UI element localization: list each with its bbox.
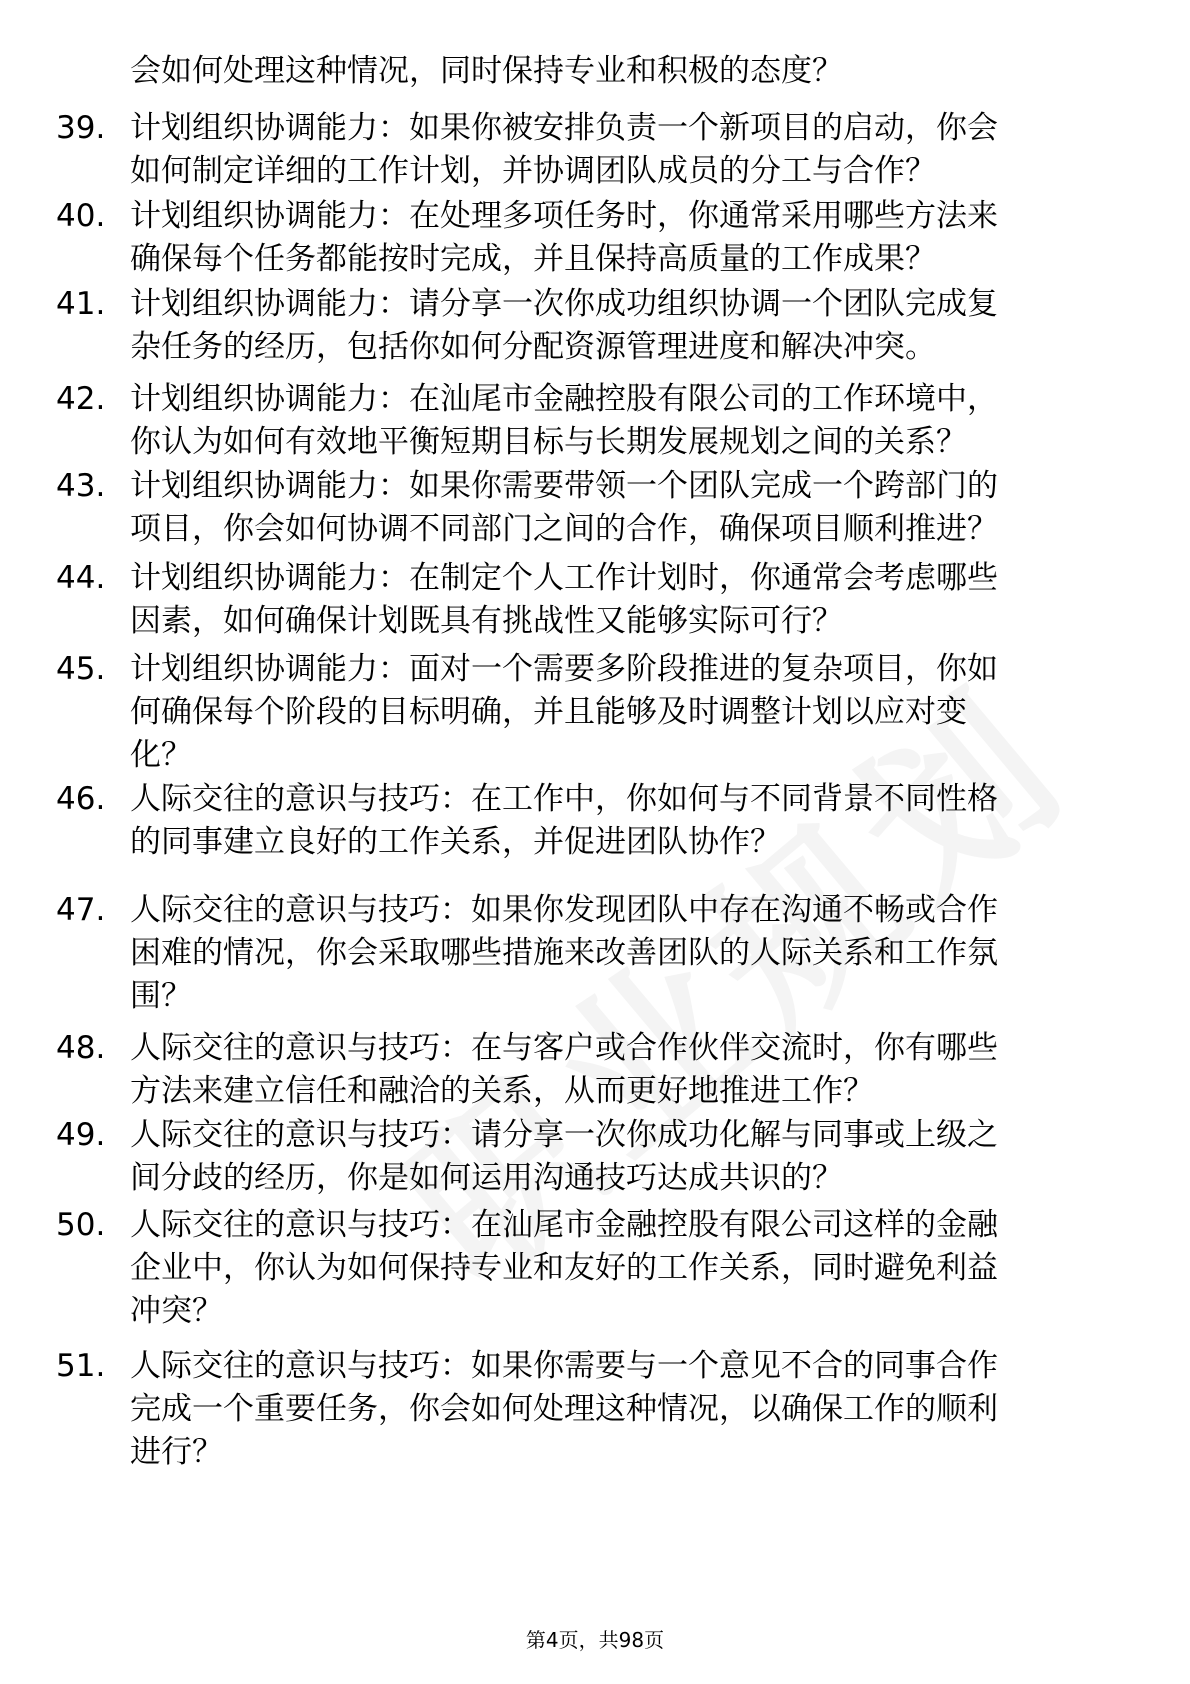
question-text-line: 你认为如何有效地平衡短期目标与长期发展规划之间的关系？ <box>130 424 967 460</box>
question-text-line: 计划组织协调能力：在汕尾市金融控股有限公司的工作环境中， <box>130 381 998 417</box>
question-number: 43. <box>56 468 106 504</box>
question-number: 45. <box>56 651 106 687</box>
question-text-line: 如何制定详细的工作计划，并协调团队成员的分工与合作？ <box>130 153 936 189</box>
question-text-line: 计划组织协调能力：请分享一次你成功组织协调一个团队完成复 <box>130 286 998 322</box>
question-text-line: 困难的情况，你会采取哪些措施来改善团队的人际关系和工作氛 <box>130 935 998 971</box>
question-number: 46. <box>56 781 106 817</box>
question-number: 42. <box>56 381 106 417</box>
question-number: 41. <box>56 286 106 322</box>
question-text <box>130 889 1110 1018</box>
question-text-line: 计划组织协调能力：在处理多项任务时，你通常采用哪些方法来 <box>130 198 998 234</box>
question-text <box>130 1114 1110 1200</box>
question-text <box>130 283 1110 369</box>
question-text-line: 计划组织协调能力：面对一个需要多阶段推进的复杂项目，你如 <box>130 651 998 687</box>
question-text <box>130 778 1110 864</box>
question-text-line: 何确保每个阶段的目标明确，并且能够及时调整计划以应对变 <box>130 694 967 730</box>
question-text-line: 企业中，你认为如何保持专业和友好的工作关系，同时避免利益 <box>130 1250 998 1286</box>
question-text-line: 计划组织协调能力：如果你被安排负责一个新项目的启动，你会 <box>130 110 998 146</box>
question-text-line: 进行？ <box>130 1434 223 1470</box>
question-text <box>130 1345 1110 1474</box>
question-text-line: 人际交往的意识与技巧：如果你需要与一个意见不合的同事合作 <box>130 1348 998 1384</box>
question-text-line: 间分歧的经历，你是如何运用沟通技巧达成共识的？ <box>130 1160 843 1196</box>
question-text-line: 人际交往的意识与技巧：在汕尾市金融控股有限公司这样的金融 <box>130 1207 998 1243</box>
question-text <box>130 465 1110 551</box>
question-text-line: 杂任务的经历，包括你如何分配资源管理进度和解决冲突。 <box>130 329 936 365</box>
question-number: 48. <box>56 1030 106 1066</box>
question-number: 49. <box>56 1117 106 1153</box>
question-text <box>130 195 1110 281</box>
question-number: 40. <box>56 198 106 234</box>
question-text-line: 人际交往的意识与技巧：如果你发现团队中存在沟通不畅或合作 <box>130 892 998 928</box>
question-text <box>130 1027 1110 1113</box>
question-text-line: 人际交往的意识与技巧：在与客户或合作伙伴交流时，你有哪些 <box>130 1030 998 1066</box>
question-number: 51. <box>56 1348 106 1384</box>
question-text-line: 项目，你会如何协调不同部门之间的合作，确保项目顺利推进？ <box>130 511 998 547</box>
question-number: 47. <box>56 892 106 928</box>
question-text <box>130 557 1110 643</box>
question-text <box>130 378 1110 464</box>
question-text-line: 冲突？ <box>130 1293 223 1329</box>
question-text-line: 人际交往的意识与技巧：请分享一次你成功化解与同事或上级之 <box>130 1117 998 1153</box>
continued-question-text: 会如何处理这种情况，同时保持专业和积极的态度？ <box>130 53 843 89</box>
question-number: 44. <box>56 560 106 596</box>
question-text-line: 方法来建立信任和融洽的关系，从而更好地推进工作？ <box>130 1073 874 1109</box>
question-text-line: 因素，如何确保计划既具有挑战性又能够实际可行？ <box>130 603 843 639</box>
question-number: 39. <box>56 110 106 146</box>
question-text-line: 化？ <box>130 737 192 773</box>
question-text <box>130 648 1110 777</box>
question-number: 50. <box>56 1207 106 1243</box>
question-text-line: 确保每个任务都能按时完成，并且保持高质量的工作成果？ <box>130 241 936 277</box>
question-text-line: 计划组织协调能力：如果你需要带领一个团队完成一个跨部门的 <box>130 468 998 504</box>
question-text-line: 计划组织协调能力：在制定个人工作计划时，你通常会考虑哪些 <box>130 560 998 596</box>
page-footer: 第4页，共98页 <box>525 1628 665 1652</box>
question-text-line: 的同事建立良好的工作关系，并促进团队协作？ <box>130 824 781 860</box>
question-text <box>130 1204 1110 1333</box>
question-text <box>130 107 1110 193</box>
question-text-line: 围？ <box>130 978 192 1014</box>
question-text-line: 人际交往的意识与技巧：在工作中，你如何与不同背景不同性格 <box>130 781 998 817</box>
question-text-line: 完成一个重要任务，你会如何处理这种情况，以确保工作的顺利 <box>130 1391 998 1427</box>
